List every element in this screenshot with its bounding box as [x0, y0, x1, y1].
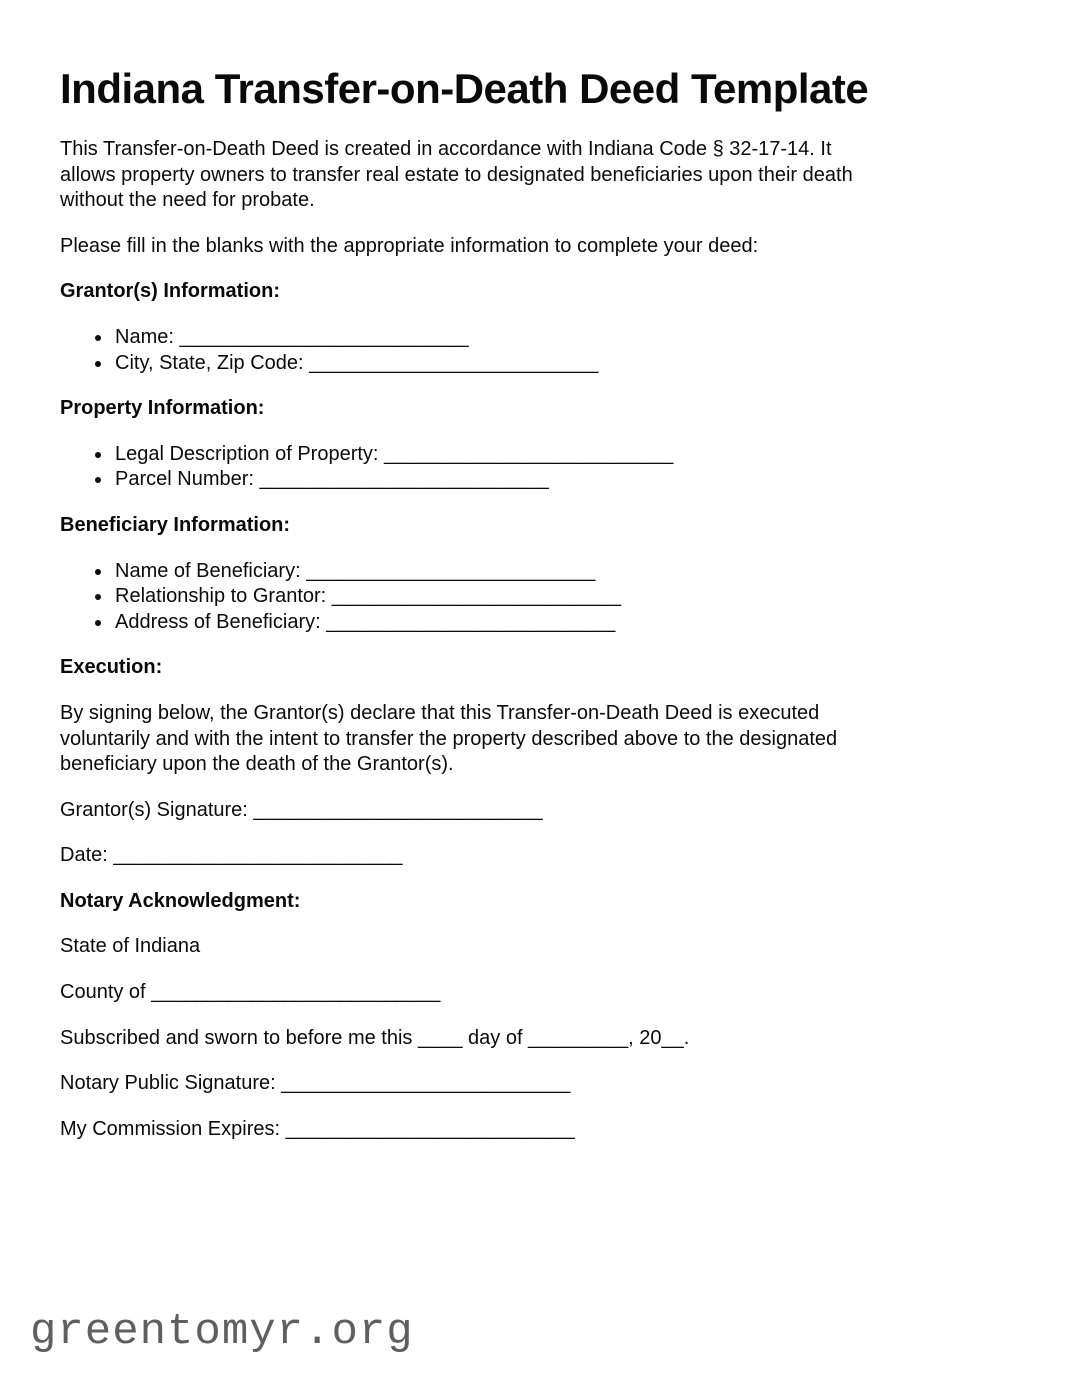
notary-sworn-line: Subscribed and sworn to before me this ____ day of _________, 20__.: [60, 1026, 690, 1049]
instruction-paragraph: Please fill in the blanks with the appropriate information to complete your deed:: [60, 234, 759, 257]
beneficiary-address-line: • Address of Beneficiary: __________________________: [113, 610, 1013, 636]
execution-line-1: By signing below, the Grantor(s) declare that this Transfer-on-Death Deed is executed: [60, 701, 820, 724]
date-line: Date: __________________________: [60, 844, 403, 867]
grantor-info-list: [60, 325, 1013, 376]
watermark: greentomyr.org: [30, 1307, 414, 1357]
notary-commission-expires-line: My Commission Expires: __________________________: [60, 1117, 575, 1140]
property-parcel-number-line: • Parcel Number: __________________________: [113, 467, 1013, 493]
intro-line-2: allows property owners to transfer real estate to designated beneficiaries upon their death: [60, 163, 853, 186]
notary-county-line: County of __________________________: [60, 981, 441, 1004]
grantor-signature-line: Grantor(s) Signature: __________________________: [60, 798, 543, 821]
grantor-name-line: • Name: __________________________: [113, 325, 1013, 351]
section-heading-notary: Notary Acknowledgment:: [60, 889, 301, 912]
property-info-list: [60, 442, 1013, 493]
property-legal-description-line: • Legal Description of Property: __________________________: [113, 442, 1013, 468]
section-heading-beneficiary: Beneficiary Information:: [60, 513, 291, 536]
section-heading-execution: Execution:: [60, 656, 163, 679]
execution-line-2: voluntarily and with the intent to transfer the property described above to the designated: [60, 727, 838, 750]
page-title: Indiana Transfer-on-Death Deed Template: [60, 65, 869, 112]
beneficiary-info-list: [60, 559, 1013, 636]
notary-public-signature-line: Notary Public Signature: __________________________: [60, 1072, 571, 1095]
grantor-city-state-zip-line: • City, State, Zip Code: __________________________: [113, 351, 1013, 377]
notary-state-line: State of Indiana: [60, 935, 201, 958]
section-heading-property: Property Information:: [60, 397, 265, 420]
beneficiary-relationship-line: • Relationship to Grantor: __________________________: [113, 584, 1013, 610]
execution-line-3: beneficiary upon the death of the Grantor(s).: [60, 753, 454, 776]
intro-line-1: This Transfer-on-Death Deed is created in accordance with Indiana Code § 32-17-14. It: [60, 138, 832, 160]
intro-paragraph: [60, 137, 1013, 214]
intro-line-3: without the need for probate.: [60, 189, 315, 212]
beneficiary-name-line: • Name of Beneficiary: __________________________: [113, 559, 1013, 585]
section-heading-grantor: Grantor(s) Information:: [60, 280, 280, 303]
execution-paragraph: [60, 701, 1013, 778]
